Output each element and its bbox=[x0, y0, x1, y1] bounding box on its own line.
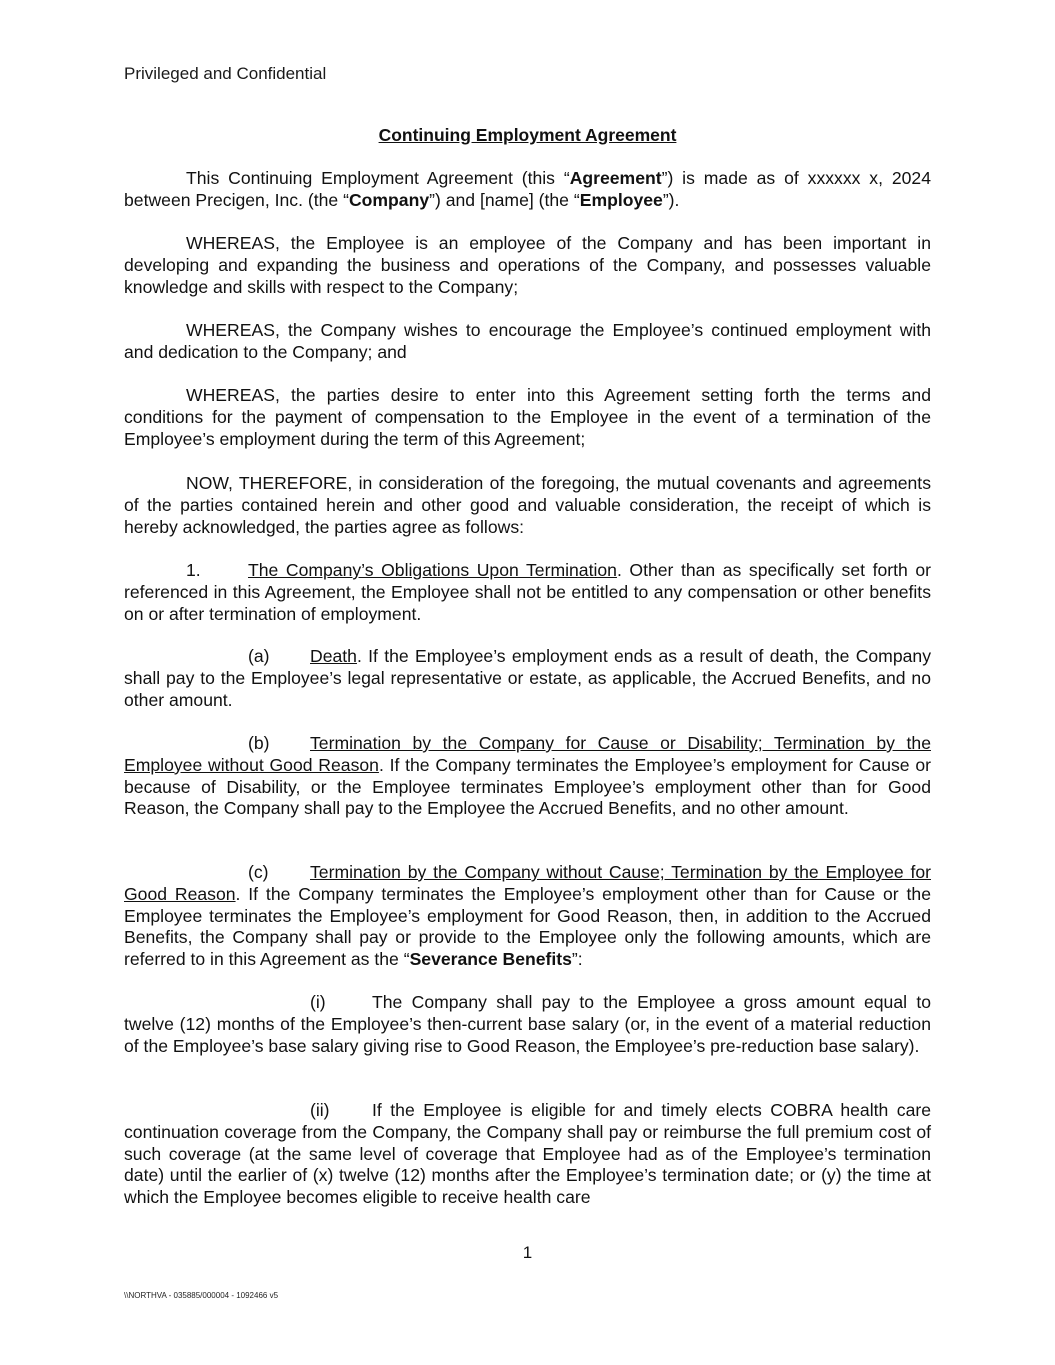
section-i-number: (i) bbox=[310, 992, 326, 1012]
section-a-heading: Death bbox=[310, 646, 357, 666]
section-ii-text: If the Employee is eligible for and timely elects COBRA health care continuation coverage from the Company, the Company shall pay or reimburse the full premium cost of such coverage (at the same level of coverage that Employee had as of the Employee’s termination date) until the earlier of (x) twelve (12) months after the Employee’s termination date; or (y) the time at which the Employee becomes eligible to receive health care bbox=[124, 1100, 931, 1208]
section-1 bbox=[124, 560, 931, 625]
company-term: Company bbox=[348, 189, 430, 210]
whereas-paragraph-1: WHEREAS, the Employee is an employee of the Company and has been important in developing and expanding the business and operations of the Company, and possesses valuable knowledge and skills with respect to the Company; bbox=[124, 233, 931, 297]
section-ii-number: (ii) bbox=[310, 1100, 330, 1120]
section-b-number: (b) bbox=[248, 733, 270, 753]
section-b-text: . If the Company terminates the Employee’s employment for Cause or because of Disability, or the Employee terminates Employee’s employment other than for Good Reason, the Company shall pay to the Employee the Accrued Benefits, and no other amount. bbox=[124, 754, 931, 819]
page-number: 1 bbox=[522, 1243, 533, 1262]
section-b-heading: Termination by the Company for Cause or Disability; Termination by the Employee without Good Reason bbox=[124, 733, 931, 775]
section-c-text: . If the Company terminates the Employee’s employment other than for Cause or the Employee terminates the Employee’s employment for Good Reason, then, in addition to the Accrued Benefits, the Company shall pay or provide to the Employee only the following amounts, which are referred to in this Agreement as the “ bbox=[124, 883, 931, 970]
section-1-heading: The Company’s Obligations Upon Termination bbox=[248, 560, 617, 580]
intro-text-1: This Continuing Employment Agreement (this “ bbox=[186, 168, 570, 188]
whereas-paragraph-3: WHEREAS, the parties desire to enter into this Agreement setting forth the terms and conditions for the payment of compensation to the Employee in the event of a termination of the Employee’s employment during the term of this Agreement; bbox=[124, 385, 931, 449]
agreement-term: Agreement bbox=[569, 168, 662, 188]
intro-text-2: ”) is made as of xxxxxx x, 2024 between Precigen, Inc. (the “ bbox=[124, 168, 931, 210]
section-c bbox=[124, 862, 931, 971]
intro-text-3: ”) and [name] (the “ bbox=[429, 189, 580, 210]
intro-paragraph bbox=[124, 168, 931, 212]
document-footer-id: \\NORTHVA - 035885/000004 - 1092466 v5 bbox=[124, 1291, 279, 1300]
section-i bbox=[124, 992, 931, 1057]
section-c-heading: Termination by the Company without Cause; Termination by the Employee for Good Reason bbox=[124, 862, 931, 904]
section-i-text: The Company shall pay to the Employee a gross amount equal to twelve (12) months of the Employee’s then-current base salary (or, in the event of a material reduction of the Employee’s base salary giving rise to Good Reason, the Employee’s pre-reduction base salary). bbox=[124, 992, 931, 1056]
intro-text-4: ”). bbox=[662, 189, 680, 210]
page-header: Privileged and Confidential bbox=[124, 64, 327, 83]
section-1-text: . Other than as specifically set forth or referenced in this Agreement, the Employee shall not be entitled to any compensation or other benefits on or after termination of employment. bbox=[124, 560, 931, 624]
severance-benefits-term: Severance Benefits bbox=[409, 949, 572, 970]
section-a-number: (a) bbox=[248, 646, 270, 666]
now-therefore-paragraph: NOW, THEREFORE, in consideration of the foregoing, the mutual covenants and agreements of the parties contained herein and other good and valuable consideration, the receipt of which is hereby acknowledged, the parties agree as follows: bbox=[124, 473, 931, 537]
section-ii bbox=[124, 1100, 931, 1209]
section-c-end: ”: bbox=[571, 949, 583, 970]
document-title: Continuing Employment Agreement bbox=[378, 125, 677, 145]
section-c-number: (c) bbox=[248, 862, 269, 882]
whereas-paragraph-2: WHEREAS, the Company wishes to encourage the Employee’s continued employment with and dedication to the Company; and bbox=[124, 320, 931, 362]
section-1-number: 1. bbox=[186, 560, 201, 580]
section-a-text: . If the Employee’s employment ends as a result of death, the Company shall pay to the Employee’s legal representative or estate, as applicable, the Accrued Benefits, and no other amount. bbox=[124, 646, 931, 710]
employee-term: Employee bbox=[579, 189, 663, 210]
section-a bbox=[124, 646, 931, 711]
section-b bbox=[124, 733, 931, 820]
